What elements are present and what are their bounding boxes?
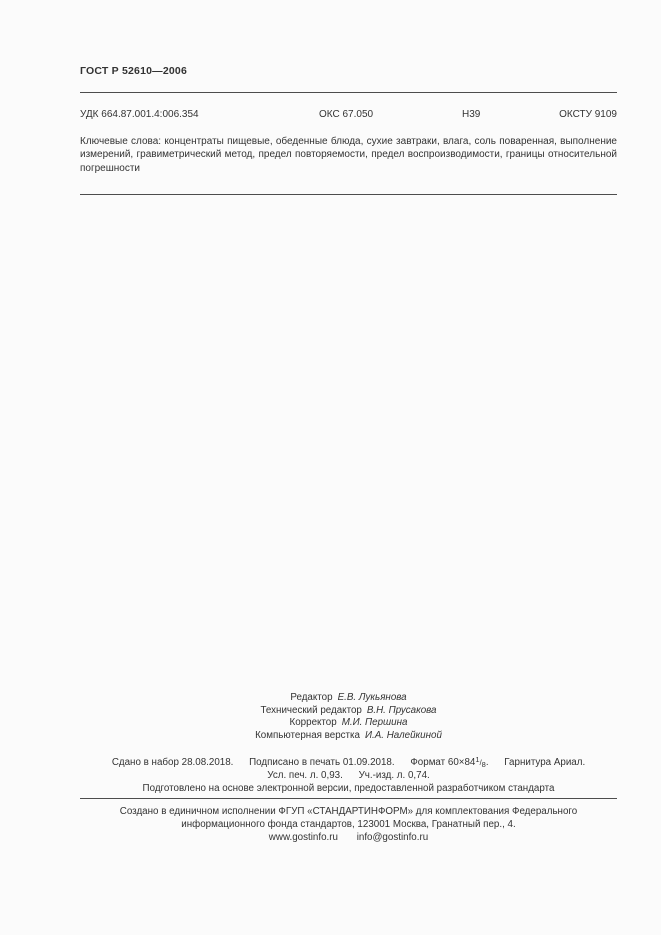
credit-role: Редактор [290, 692, 333, 703]
footer-divider [80, 798, 617, 799]
publisher-line-1: Создано в единичном исполнении ФГУП «СТАНДАРТИНФОРМ» для комплектования Федерального [119, 806, 578, 817]
page-title: ГОСТ Р 52610—2006 [80, 65, 188, 77]
credit-line-editor [80, 692, 617, 705]
typeface-spec: Гарнитура Ариал. [504, 757, 586, 768]
credit-line-technical-editor [80, 705, 617, 718]
conventional-sheets: Усл. печ. л. 0,93. [267, 770, 343, 781]
publication-sheets: Уч.-изд. л. 0,74. [358, 770, 430, 781]
classification-codes [80, 109, 617, 121]
credit-line-layout [80, 730, 617, 743]
credit-role: Компьютерная верстка [255, 729, 360, 741]
udk-code: УДК 664.87.001.4:006.354 [80, 109, 199, 120]
imprint-line-1 [62, 756, 635, 769]
format-numerator: 1 [475, 755, 480, 764]
header-divider [80, 92, 617, 93]
okstu-code: ОКСТУ 9109 [559, 109, 617, 120]
credit-line-proofreader [80, 717, 617, 730]
format-denominator: 8 [481, 760, 486, 769]
imprint-block [62, 756, 635, 795]
print-date: Подписано в печать 01.09.2018. [249, 757, 395, 768]
imprint-line-2 [62, 769, 635, 782]
publisher-contacts [80, 831, 617, 844]
format-spec: Формат 60×841/8. [410, 755, 489, 769]
credit-person: И.А. Налейкиной [365, 729, 442, 741]
keywords-paragraph: Ключевые слова: концентраты пищевые, обеденные блюда, сухие завтраки, влага, соль поваренная, выполнение измерений, гравиметрический метод, предел повторяемости, предел воспроизводимости, границы относительной погрешности [80, 136, 617, 174]
format-divider: / [479, 758, 482, 767]
credit-role: Корректор [289, 717, 337, 729]
preparation-note: Подготовлено на основе электронной версии, предоставленной разработчиком стандарта [142, 783, 555, 794]
group-code: Н39 [462, 109, 481, 120]
email-text: info@gostinfo.ru [356, 832, 429, 843]
oks-code: ОКС 67.050 [319, 109, 374, 120]
publisher-block [80, 805, 617, 844]
credit-person: Е.В. Лукьянова [337, 692, 407, 703]
credits-block [80, 692, 617, 742]
credit-person: В.Н. Прусакова [366, 704, 437, 716]
credit-person: М.И. Першина [341, 717, 408, 729]
website-text: www.gostinfo.ru [268, 832, 338, 843]
publisher-line-2: информационного фонда стандартов, 123001 Москва, Гранатный пер., 4. [181, 819, 516, 830]
credit-role: Технический редактор [260, 704, 362, 716]
typeset-date: Сдано в набор 28.08.2018. [111, 757, 234, 768]
keywords-divider [80, 194, 617, 195]
